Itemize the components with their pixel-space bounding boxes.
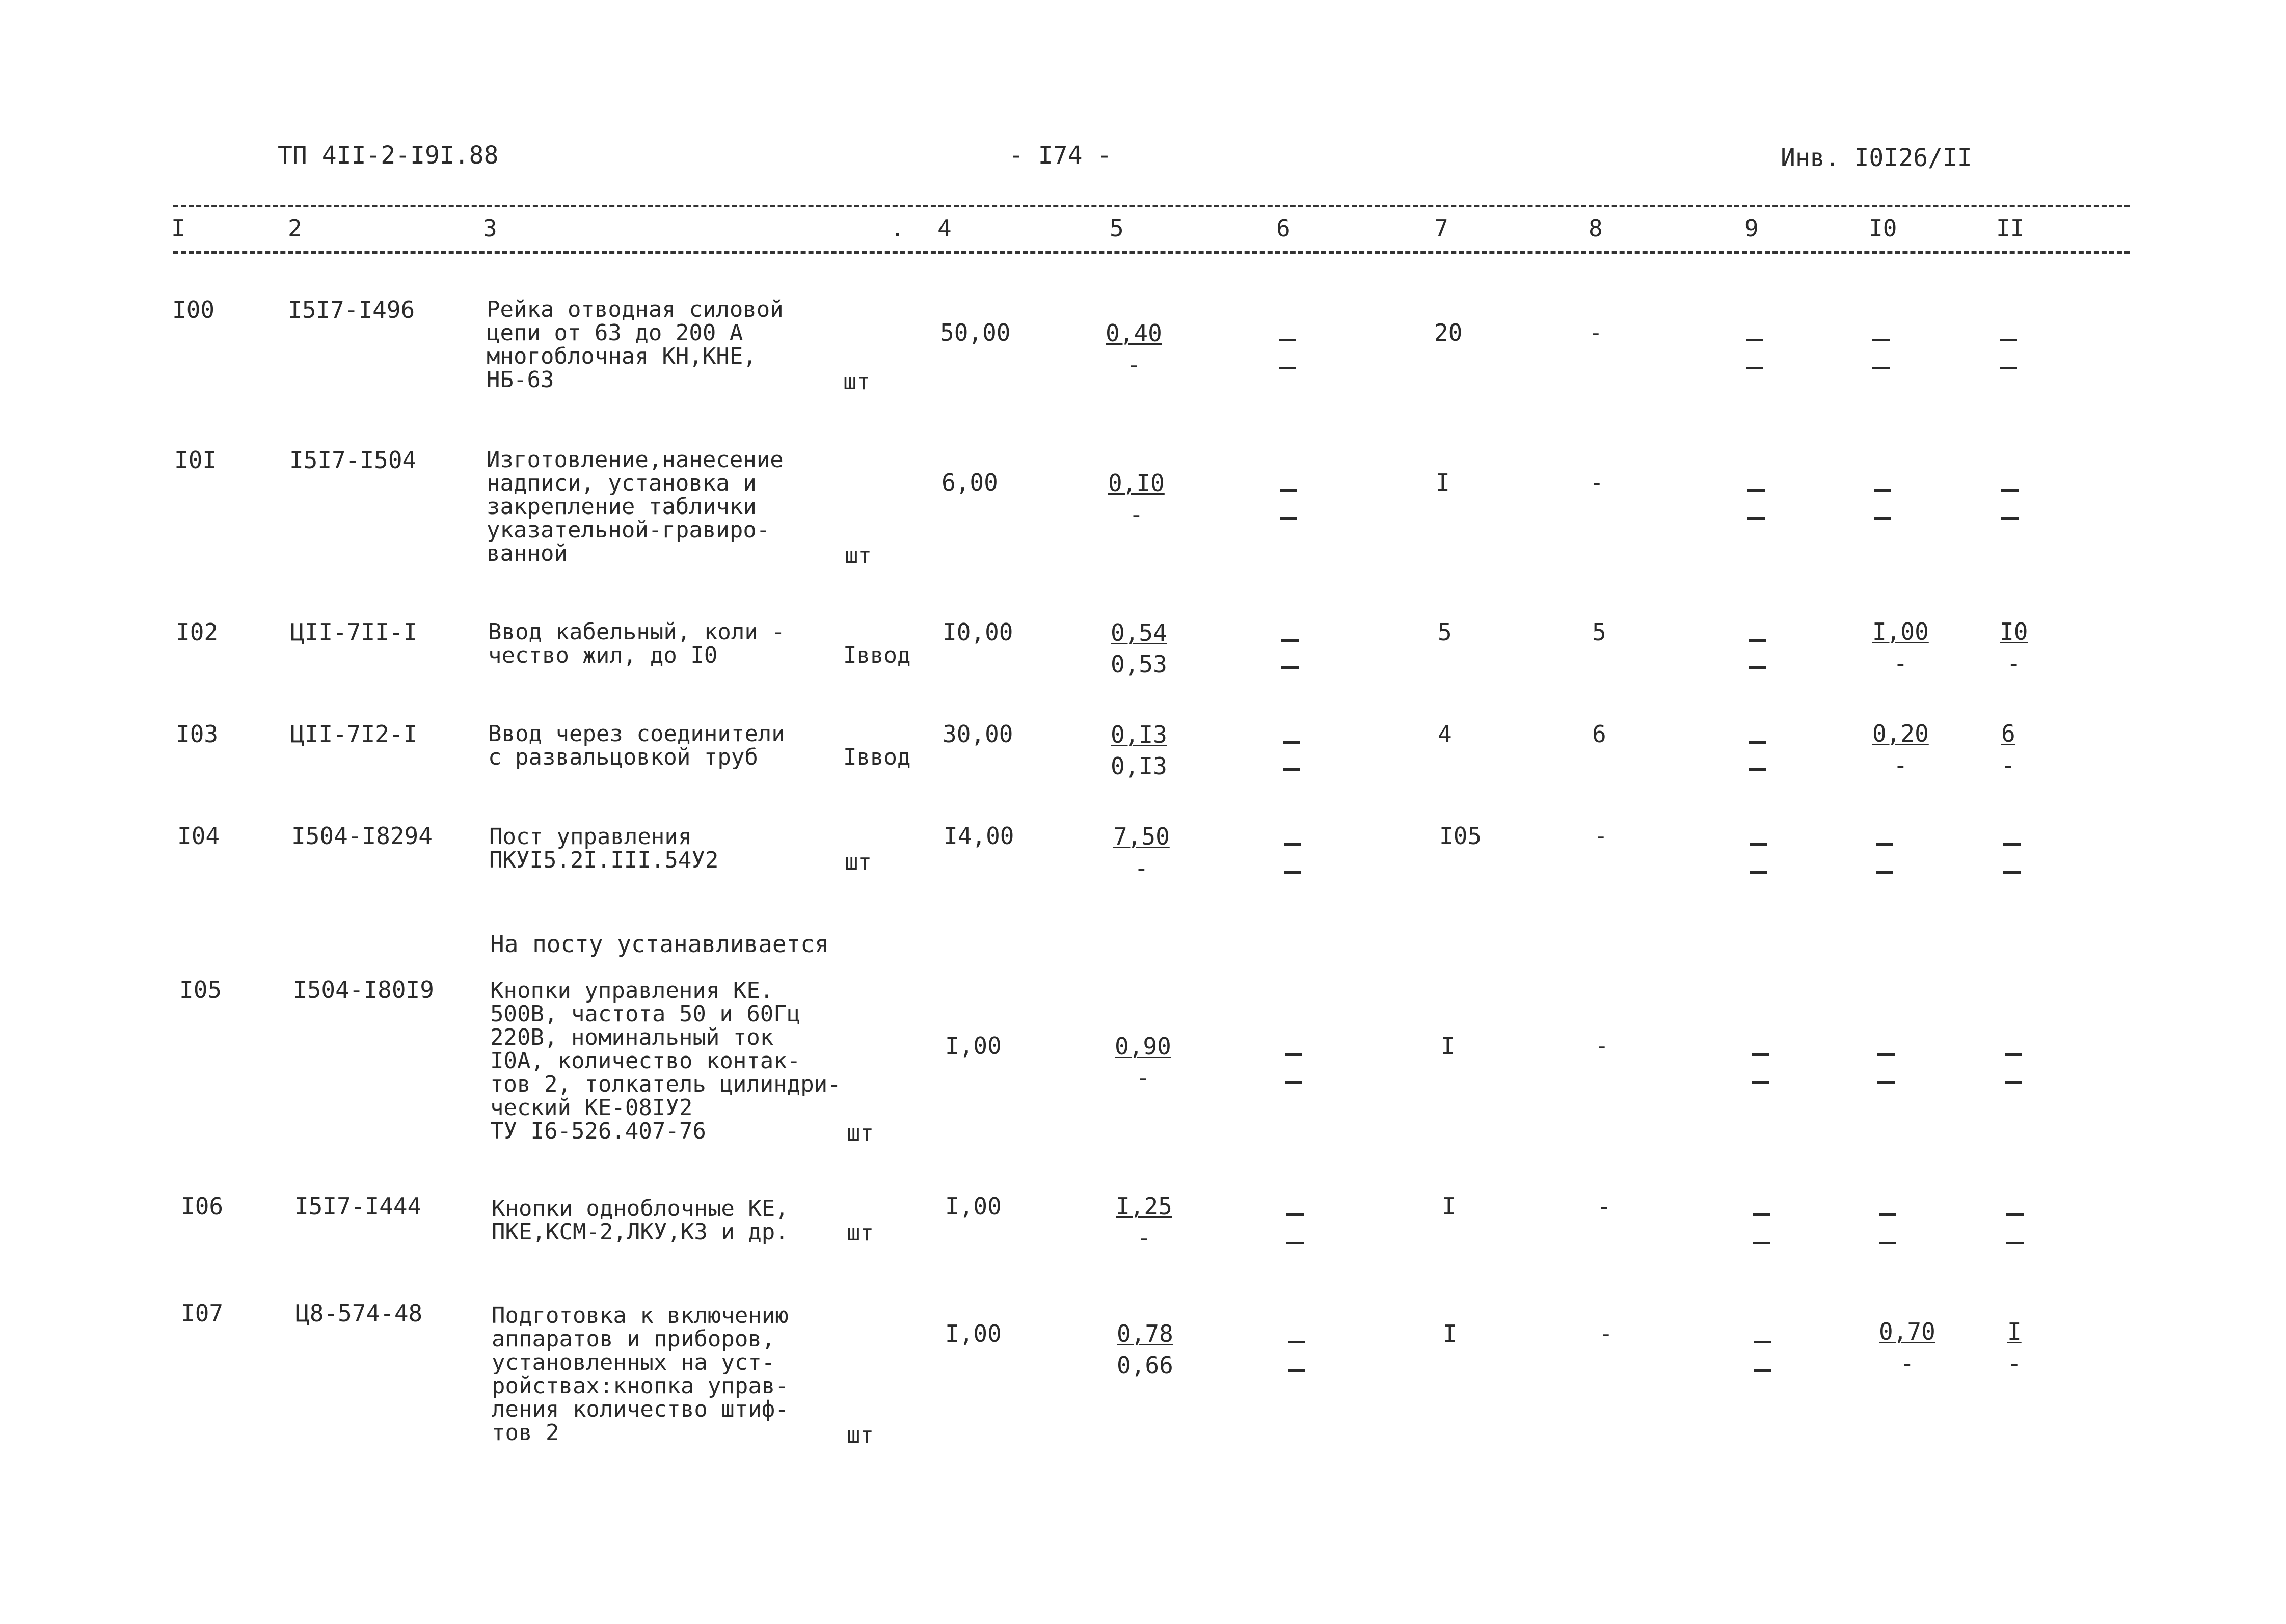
empty-fraction-bottom — [1746, 367, 1763, 369]
empty-fraction-top — [1280, 489, 1297, 492]
norm-code: I5I7-I504 — [289, 446, 417, 474]
col11-denominator: - — [2007, 1349, 2022, 1377]
empty-fraction-bottom — [1747, 517, 1765, 520]
col5-numerator: 0,54 — [1111, 619, 1167, 646]
col8-value: 5 — [1592, 618, 1606, 646]
col-header-9: 9 — [1744, 214, 1759, 242]
col5-fraction — [1111, 619, 1167, 678]
empty-fraction-bottom — [1281, 666, 1299, 669]
row-number: I0I — [174, 446, 217, 474]
col5-fraction — [1117, 1320, 1173, 1378]
col5-numerator: 0,78 — [1117, 1320, 1173, 1347]
col-header-7: 7 — [1434, 214, 1448, 242]
col5-fraction — [1115, 1033, 1171, 1091]
description-line: Рейка отводная силовой — [487, 296, 784, 322]
header-rule-bottom — [173, 251, 2130, 254]
empty-fraction-top — [1752, 1053, 1769, 1056]
empty-fraction-bottom — [2001, 517, 2019, 520]
row-number: I07 — [181, 1300, 224, 1327]
empty-fraction-bottom — [1284, 871, 1301, 874]
col10-denominator: - — [1893, 649, 1908, 677]
empty-fraction-bottom — [1754, 1369, 1771, 1372]
unit-label: шт — [845, 543, 872, 569]
quantity-value: I,00 — [945, 1193, 1002, 1220]
document-code: ТП 4II-2-I9I.88 — [278, 141, 499, 170]
col5-numerator: 0,40 — [1106, 319, 1162, 347]
quantity-value: I,00 — [945, 1032, 1002, 1060]
col5-denominator: - — [1129, 501, 1144, 528]
col-header-8: 8 — [1589, 214, 1603, 242]
norm-code: I504-I8294 — [291, 822, 433, 850]
quantity-value: I4,00 — [944, 822, 1014, 850]
col11-denominator: - — [2001, 751, 2015, 779]
description-line: I0А, количество контак- — [490, 1048, 801, 1074]
empty-fraction-top — [2005, 1053, 2022, 1056]
col10-fraction — [1872, 618, 1929, 676]
col5-denominator: 0,53 — [1111, 651, 1167, 678]
unit-label: шт — [845, 849, 872, 875]
empty-fraction-bottom — [1749, 768, 1766, 771]
col10-fraction — [1872, 720, 1929, 778]
description-line: Подготовка к включению — [492, 1303, 789, 1329]
col8-value: - — [1589, 319, 1603, 346]
empty-fraction-bottom — [2006, 1242, 2024, 1244]
empty-fraction-bottom — [1750, 871, 1767, 874]
col11-fraction — [2001, 720, 2015, 778]
empty-fraction-top — [1749, 741, 1766, 744]
description-line: тов 2 — [492, 1420, 559, 1446]
empty-fraction-top — [1749, 639, 1766, 642]
unit-label: шт — [847, 1422, 874, 1448]
quantity-value: 50,00 — [940, 319, 1011, 346]
page-number: - I74 - — [1009, 141, 1112, 170]
empty-fraction-bottom — [1874, 517, 1891, 520]
description-line: Ввод кабельный, коли - — [488, 619, 785, 645]
col8-value: - — [1597, 1193, 1611, 1220]
row-number: I00 — [172, 296, 215, 323]
col7-value: I — [1441, 1032, 1455, 1060]
empty-fraction-top — [2001, 489, 2019, 492]
col8-value: - — [1599, 1320, 1613, 1347]
col-header-10: I0 — [1869, 214, 1897, 242]
empty-fraction-bottom — [1280, 517, 1297, 520]
empty-fraction-top — [1874, 489, 1891, 492]
description-line: Кнопки управления КЕ. — [490, 978, 774, 1004]
row-number: I03 — [176, 720, 219, 748]
row-number: I04 — [177, 822, 220, 850]
col5-denominator: - — [1126, 351, 1141, 378]
col5-numerator: 0,I3 — [1111, 721, 1167, 748]
description-line: НБ-63 — [487, 367, 554, 393]
norm-code: I5I7-I444 — [294, 1193, 422, 1220]
col5-denominator: - — [1136, 1064, 1150, 1092]
col11-numerator: 6 — [2001, 720, 2015, 747]
col-header-6: 6 — [1276, 214, 1290, 242]
description-line: надписи, установка и — [487, 470, 757, 496]
description-line: Пост управления — [489, 824, 692, 850]
col5-denominator: 0,I3 — [1111, 752, 1167, 780]
empty-fraction-top — [1747, 489, 1765, 492]
col-header-4: 4 — [937, 214, 952, 242]
empty-fraction-top — [1876, 843, 1893, 846]
empty-fraction-top — [1281, 639, 1299, 642]
unit-label: шт — [843, 369, 870, 395]
empty-fraction-top — [2003, 843, 2021, 846]
description-line: ванной — [487, 540, 568, 566]
col5-numerator: I,25 — [1116, 1193, 1172, 1220]
col5-fraction — [1111, 721, 1167, 779]
empty-fraction-bottom — [1877, 1081, 1895, 1084]
col11-numerator: I0 — [2000, 618, 2028, 645]
col10-denominator: - — [1893, 751, 1908, 779]
col5-fraction — [1116, 1193, 1172, 1251]
col8-value: - — [1590, 469, 1604, 496]
empty-fraction-top — [1288, 1341, 1305, 1343]
col5-denominator: - — [1137, 1224, 1151, 1252]
empty-fraction-bottom — [1872, 367, 1890, 369]
description-line: закрепление таблички — [487, 494, 757, 520]
description-line: ТУ I6-526.407-76 — [490, 1118, 706, 1144]
quantity-value: 30,00 — [943, 720, 1013, 748]
col10-numerator: I,00 — [1872, 618, 1929, 645]
description-line: 220В, номинальный ток — [490, 1024, 774, 1050]
description-line: ПКУI5.2I.III.54У2 — [489, 847, 719, 873]
col8-value: - — [1595, 1032, 1609, 1060]
description-line: указательной-гравиро- — [487, 517, 770, 543]
empty-fraction-top — [1879, 1213, 1896, 1216]
row-number: I02 — [176, 618, 219, 646]
empty-fraction-top — [1877, 1053, 1895, 1056]
col5-fraction — [1106, 320, 1162, 378]
description-line: чество жил, до I0 — [488, 642, 718, 668]
empty-fraction-top — [1754, 1341, 1771, 1343]
col7-value: I05 — [1439, 822, 1482, 850]
empty-fraction-top — [1286, 1213, 1304, 1216]
description-line: установленных на уст- — [492, 1349, 775, 1375]
quantity-value: I0,00 — [943, 618, 1013, 646]
quantity-value: 6,00 — [942, 469, 998, 496]
col10-fraction — [1879, 1318, 1935, 1376]
norm-code: I5I7-I496 — [288, 296, 415, 323]
description-line: тов 2, толкатель цилиндри- — [490, 1071, 841, 1097]
norm-code: I504-I80I9 — [293, 976, 434, 1004]
col-header-11: II — [1996, 214, 2025, 242]
col-header-5: 5 — [1110, 214, 1124, 242]
empty-fraction-bottom — [1286, 1242, 1304, 1244]
description-line: цепи от 63 до 200 А — [487, 320, 743, 346]
description-line: ПКЕ,КСМ-2,ЛКУ,КЗ и др. — [492, 1219, 789, 1245]
empty-fraction-bottom — [2005, 1081, 2022, 1084]
row-number: I06 — [181, 1193, 224, 1220]
header-rule-top — [173, 205, 2130, 207]
description-line: Изготовление,нанесение — [487, 447, 784, 473]
empty-fraction-bottom — [1283, 768, 1300, 771]
description-line: ческий КЕ-08IУ2 — [490, 1095, 693, 1121]
col7-value: 4 — [1438, 720, 1452, 748]
empty-fraction-bottom — [1279, 367, 1296, 369]
empty-fraction-top — [2006, 1213, 2024, 1216]
description-line: многоблочная КН,КНЕ, — [487, 343, 757, 369]
unit-label: Iввод — [843, 744, 911, 770]
empty-fraction-top — [1285, 1053, 1302, 1056]
row-number: I05 — [179, 976, 222, 1004]
empty-fraction-bottom — [1753, 1242, 1770, 1244]
unit-label: шт — [847, 1120, 874, 1146]
col8-value: - — [1594, 822, 1608, 850]
col5-fraction — [1113, 823, 1170, 881]
quantity-value: I,00 — [945, 1320, 1002, 1347]
norm-code: ЦII-7I2-I — [290, 720, 418, 748]
empty-fraction-bottom — [2003, 871, 2021, 874]
col7-value: I — [1443, 1320, 1457, 1347]
col5-fraction — [1108, 470, 1165, 528]
empty-fraction-bottom — [1752, 1081, 1769, 1084]
description-line: Ввод через соединители — [488, 721, 785, 747]
col10-denominator: - — [1900, 1349, 1915, 1377]
col7-value: 20 — [1434, 319, 1463, 346]
empty-fraction-bottom — [1285, 1081, 1302, 1084]
col11-fraction — [2007, 1318, 2022, 1376]
col7-value: I — [1442, 1193, 1456, 1220]
empty-fraction-top — [1279, 339, 1296, 341]
section-note: На посту устанавливается — [490, 930, 829, 958]
col7-value: 5 — [1438, 618, 1452, 646]
empty-fraction-top — [1284, 843, 1301, 846]
unit-label: Iввод — [843, 642, 911, 668]
col-header-1: I — [171, 214, 185, 242]
norm-code: ЦII-7II-I — [290, 618, 418, 646]
col11-denominator: - — [2006, 649, 2021, 677]
col-header-3: 3 — [483, 214, 497, 242]
col5-denominator: - — [1134, 854, 1149, 882]
empty-fraction-top — [1750, 843, 1767, 846]
col7-value: I — [1436, 469, 1450, 496]
empty-fraction-bottom — [1876, 871, 1893, 874]
unit-label: шт — [847, 1220, 874, 1246]
col5-numerator: 7,50 — [1113, 823, 1170, 850]
col5-numerator: 0,I0 — [1108, 469, 1165, 497]
empty-fraction-top — [1872, 339, 1890, 341]
col11-numerator: I — [2007, 1318, 2022, 1345]
col8-value: 6 — [1592, 720, 1606, 748]
empty-fraction-bottom — [2000, 367, 2017, 369]
col10-numerator: 0,20 — [1872, 720, 1929, 747]
description-line: с развальцовкой труб — [488, 744, 758, 770]
empty-fraction-bottom — [1879, 1242, 1896, 1244]
empty-fraction-bottom — [1749, 666, 1766, 669]
empty-fraction-bottom — [1288, 1369, 1305, 1372]
description-line: Кнопки одноблочные КЕ, — [492, 1196, 789, 1222]
col5-denominator: 0,66 — [1117, 1351, 1173, 1379]
description-line: ления количество штиф- — [492, 1396, 789, 1422]
description-line: ройствах:кнопка управ- — [492, 1373, 789, 1399]
col5-numerator: 0,90 — [1115, 1033, 1171, 1060]
inventory-number: Инв. I0I26/II — [1781, 144, 1972, 172]
norm-code: Ц8-574-48 — [295, 1300, 423, 1327]
empty-fraction-top — [1746, 339, 1763, 341]
col10-numerator: 0,70 — [1879, 1318, 1935, 1345]
col-header-2: 2 — [288, 214, 302, 242]
empty-fraction-top — [2000, 339, 2017, 341]
col-header-dot: . — [891, 214, 905, 242]
empty-fraction-top — [1753, 1213, 1770, 1216]
description-line: аппаратов и приборов, — [492, 1326, 775, 1352]
col11-fraction — [2000, 618, 2028, 676]
description-line: 500В, частота 50 и 60Гц — [490, 1001, 801, 1027]
empty-fraction-top — [1283, 741, 1300, 744]
